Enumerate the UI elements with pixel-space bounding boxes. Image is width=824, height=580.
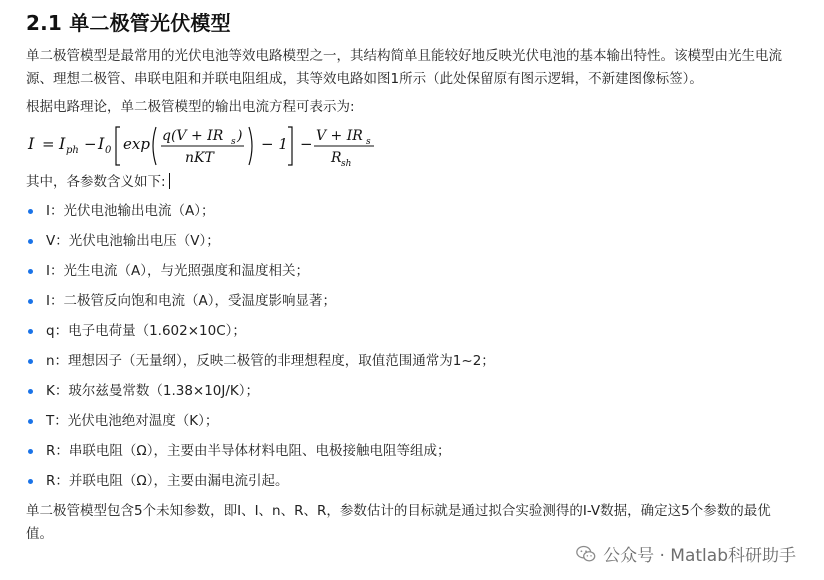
eq-frac2-num-sub: s (366, 137, 371, 147)
eq-frac2-num: V + IR (316, 128, 363, 144)
eq-frac-den: nKT (185, 150, 214, 166)
eq-lhs: I (28, 134, 35, 153)
list-item-text: R：串联电阻（Ω），主要由半导体材料电阻、电极接触电阻等组成； (46, 443, 451, 459)
list-item (26, 406, 796, 436)
eq-i0-sub: 0 (105, 145, 112, 156)
article (26, 8, 796, 546)
eq-right-paren (249, 127, 252, 165)
equation-svg (26, 121, 446, 169)
list-item-text: q：电子电荷量（1.602×10C）； (46, 323, 246, 339)
list-item-text: I：光生电流（A），与光照强度和温度相关； (46, 263, 309, 279)
list-item (26, 436, 796, 466)
params-intro (26, 171, 796, 194)
eq-minus-2: − (300, 135, 313, 153)
wechat-icon (575, 543, 597, 565)
list-item (26, 286, 796, 316)
list-item (26, 316, 796, 346)
list-item-text: R：并联电阻（Ω），主要由漏电流引起。 (46, 473, 289, 489)
bullet-icon (28, 329, 33, 334)
bullet-icon (28, 269, 33, 274)
eq-right-bracket (288, 127, 292, 165)
eq-frac-num: q(V + IR (162, 128, 224, 144)
eq-frac-num-close: ) (237, 128, 243, 144)
list-item-text: K：玻尔兹曼常数（1.38×10J/K）； (46, 383, 260, 399)
bullet-icon (28, 239, 33, 244)
list-item (26, 196, 796, 226)
eq-equals: = (42, 135, 55, 153)
list-item (26, 466, 796, 496)
list-item-text: I：二极管反向饱和电流（A），受温度影响显著； (46, 293, 336, 309)
eq-exp: exp (123, 135, 150, 153)
bullet-icon (28, 359, 33, 364)
list-item-text: n：理想因子（无量纲），反映二极管的非理想程度，取值范围通常为1~2； (46, 353, 495, 369)
text-cursor (169, 173, 170, 189)
parameter-list (26, 196, 796, 496)
list-item (26, 226, 796, 256)
watermark-text: 公众号 · Matlab科研助手 (603, 546, 796, 566)
watermark (575, 541, 796, 566)
eq-iph: I (59, 134, 66, 153)
eq-iph-sub: ph (66, 145, 79, 156)
bullet-icon (28, 389, 33, 394)
section-heading: 2.1 单二极管光伏模型 (26, 11, 231, 35)
bullet-icon (28, 479, 33, 484)
list-item (26, 346, 796, 376)
list-item-text: T：光伏电池绝对温度（K）； (46, 413, 219, 429)
params-intro-text: 其中，各参数含义如下: (26, 174, 166, 190)
eq-frac-num-sub: s (231, 137, 236, 147)
eq-left-paren (153, 127, 156, 165)
list-item-text: V：光伏电池输出电压（V）； (46, 233, 220, 249)
bullet-icon (28, 209, 33, 214)
bullet-icon (28, 299, 33, 304)
bullet-icon (28, 419, 33, 424)
eq-i0: I (98, 134, 105, 153)
eq-frac2-den-sub: sh (341, 159, 352, 169)
list-item-text: I：光伏电池输出电流（A）； (46, 203, 215, 219)
list-item (26, 376, 796, 406)
output-current-equation (26, 121, 796, 169)
list-item (26, 256, 796, 286)
bullet-icon (28, 449, 33, 454)
eq-frac2-den: R (331, 150, 342, 166)
intro-paragraph: 单二极管模型是最常用的光伏电池等效电路模型之一，其结构简单且能较好地反映光伏电池的基本输出特性。该模型由光生电流源、理想二极管、串联电阻和并联电阻组成，其等效电路如图1所示（此处保留原有图示逻辑，不新建图像标签）。 (26, 48, 782, 87)
equation-intro: 根据电路理论，单二极管模型的输出电流方程可表示为: (26, 99, 355, 115)
closing-paragraph: 单二极管模型包含5个未知参数，即I、I、n、R、R，参数估计的目标就是通过拟合实验测得的I-V数据，确定这5个参数的最优值。 (26, 503, 771, 542)
eq-minus-one: − 1 (261, 135, 288, 153)
eq-left-bracket (116, 127, 120, 165)
eq-minus-1: − (84, 135, 97, 153)
